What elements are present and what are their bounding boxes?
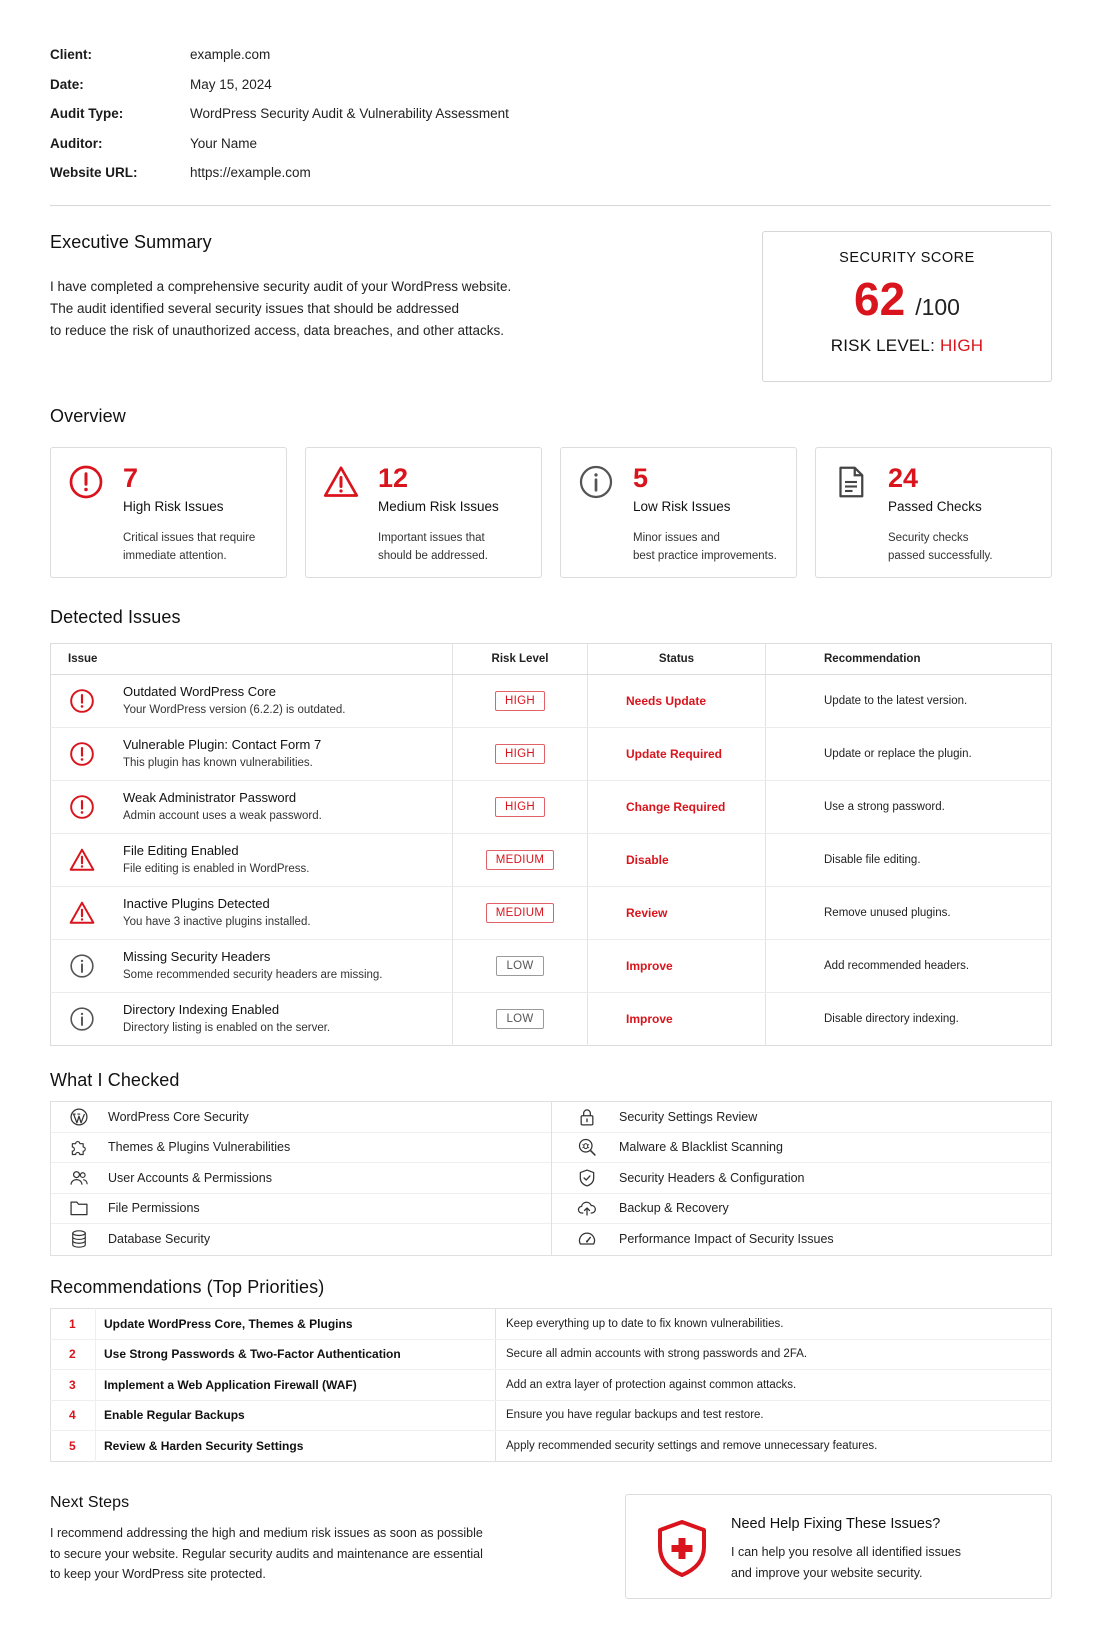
issue-cell	[51, 887, 453, 940]
risk-level-cell	[453, 728, 588, 781]
table-row	[51, 728, 1052, 781]
status-cell	[588, 781, 766, 834]
recommendation-title: Update WordPress Core, Themes & Plugins	[96, 1309, 496, 1340]
meta-label: Audit Type:	[50, 106, 124, 122]
card-count: 12	[378, 463, 409, 493]
status-cell	[588, 675, 766, 728]
checked-item-label: Backup & Recovery	[619, 1201, 729, 1216]
status-text: Improve	[626, 959, 673, 973]
issue-name: Outdated WordPress Core	[123, 684, 276, 699]
issue-description: This plugin has known vulnerabilities.	[123, 757, 313, 769]
checked-item-label: User Accounts & Permissions	[108, 1170, 272, 1185]
recommendations-heading: Recommendations (Top Priorities)	[50, 1277, 325, 1297]
issue-cell	[51, 834, 453, 887]
issue-description: You have 3 inactive plugins installed.	[123, 916, 311, 928]
recommendation-title: Use Strong Passwords & Two-Factor Authentication	[96, 1339, 496, 1370]
meta-value: May 15, 2024	[190, 76, 272, 92]
status-text: Disable	[626, 853, 669, 867]
warning-triangle-icon	[69, 847, 95, 873]
risk-badge: MEDIUM	[486, 903, 554, 923]
issue-cell	[51, 781, 453, 834]
card-title: Passed Checks	[888, 499, 982, 514]
executive-summary-heading: Executive Summary	[50, 232, 212, 252]
risk-level	[763, 336, 1051, 356]
checked-item	[552, 1102, 1051, 1133]
recommendation-title: Implement a Web Application Firewall (WAF)	[96, 1370, 496, 1401]
issue-name: Directory Indexing Enabled	[123, 1002, 280, 1017]
recommendation-number: 2	[51, 1339, 96, 1370]
table-row	[51, 887, 1052, 940]
recommendation-cell: Disable directory indexing.	[824, 1013, 959, 1025]
meta-row	[50, 129, 509, 159]
card-description: Critical issues that require immediate attention.	[123, 532, 256, 562]
search-bug-icon	[577, 1137, 597, 1157]
status-text: Change Required	[626, 800, 726, 814]
overview-card	[305, 447, 542, 578]
status-text: Needs Update	[626, 694, 707, 708]
alert-circle-icon	[69, 688, 95, 714]
checked-item-label: WordPress Core Security	[108, 1109, 249, 1124]
issue-name: Missing Security Headers	[123, 949, 271, 964]
risk-badge: HIGH	[495, 797, 545, 817]
card-title: High Risk Issues	[123, 499, 224, 514]
recommendation-number: 3	[51, 1370, 96, 1401]
folder-icon	[69, 1198, 89, 1218]
meta-row	[50, 99, 509, 129]
risk-badge: LOW	[496, 956, 543, 976]
next-steps-heading: Next Steps	[50, 1494, 130, 1511]
meta-label: Auditor:	[50, 135, 103, 151]
next-steps-text: I recommend addressing the high and medium risk issues as soon as possible to secure your website. Regular security audits and maintenance are essential to keep your WordPress site protected.	[50, 1526, 483, 1581]
overview-cards	[50, 447, 1052, 578]
issue-cell	[51, 940, 453, 993]
issue-description: Some recommended security headers are missing.	[123, 969, 383, 981]
info-circle-icon	[578, 464, 614, 500]
status-text: Update Required	[626, 747, 723, 761]
recommendation-cell: Update or replace the plugin.	[766, 728, 1052, 781]
issue-cell	[51, 675, 453, 728]
recommendation-row	[51, 1339, 1052, 1370]
info-circle-icon	[69, 953, 95, 979]
card-description: Minor issues and best practice improvements.	[633, 532, 777, 562]
recommendation-description: Apply recommended security settings and remove unnecessary features.	[506, 1439, 878, 1452]
puzzle-icon	[69, 1137, 89, 1157]
alert-circle-icon	[69, 794, 95, 820]
column-header-issue: Issue	[51, 644, 453, 675]
issue-name: Vulnerable Plugin: Contact Form 7	[123, 737, 322, 752]
executive-summary-text: I have completed a comprehensive security audit of your WordPress website. The audit identified several security issues that should be addressed to reduce the risk of unauthorized access, data breaches, and other attacks.	[50, 279, 512, 338]
meta-row	[50, 70, 509, 100]
recommendation-title: Enable Regular Backups	[96, 1400, 496, 1431]
gauge-icon	[577, 1229, 597, 1249]
users-icon	[69, 1168, 89, 1188]
risk-level-cell	[453, 675, 588, 728]
recommendation-number: 4	[51, 1400, 96, 1431]
security-score-card	[762, 231, 1052, 382]
alert-circle-icon	[69, 741, 95, 767]
risk-badge: LOW	[496, 1009, 543, 1029]
recommendation-row	[51, 1400, 1052, 1431]
overview-card	[50, 447, 287, 578]
risk-level-cell	[453, 834, 588, 887]
issue-description: Admin account uses a weak password.	[123, 810, 322, 822]
risk-badge: MEDIUM	[486, 850, 554, 870]
recommendations-table	[50, 1308, 1052, 1462]
checked-item-label: Themes & Plugins Vulnerabilities	[108, 1140, 291, 1155]
wordpress-icon	[69, 1107, 89, 1127]
table-row	[51, 834, 1052, 887]
lock-icon	[577, 1107, 597, 1127]
status-cell	[588, 887, 766, 940]
recommendation-title: Review & Harden Security Settings	[96, 1431, 496, 1462]
meta-label: Client:	[50, 47, 92, 63]
checked-item	[51, 1133, 551, 1164]
card-title: Low Risk Issues	[633, 499, 731, 514]
warning-triangle-icon	[323, 464, 359, 500]
card-description: Important issues that should be addressed.	[378, 532, 488, 562]
status-cell	[588, 834, 766, 887]
database-icon	[69, 1229, 89, 1249]
help-description: I can help you resolve all identified issues and improve your website security.	[731, 1545, 961, 1580]
card-count: 24	[888, 463, 919, 493]
column-header-risk-level: Risk Level	[453, 644, 588, 675]
meta-value: example.com	[190, 47, 271, 63]
card-count: 5	[633, 463, 649, 493]
checked-item	[51, 1224, 551, 1255]
checked-item	[552, 1224, 1051, 1255]
recommendation-cell: Update to the latest version.	[766, 675, 1052, 728]
overview-card	[560, 447, 797, 578]
checked-list-left	[51, 1102, 551, 1255]
recommendation-number: 1	[51, 1309, 96, 1340]
checked-item-label: Security Headers & Configuration	[619, 1170, 805, 1185]
document-icon	[833, 464, 869, 500]
issue-cell	[51, 728, 453, 781]
issue-description: Your WordPress version (6.2.2) is outdated.	[123, 704, 346, 716]
security-score-label: SECURITY SCORE	[839, 250, 975, 266]
checked-item	[51, 1194, 551, 1225]
checked-item-label: Malware & Blacklist Scanning	[619, 1140, 783, 1155]
issues-table	[50, 643, 1052, 1046]
alert-circle-icon	[68, 464, 104, 500]
card-count: 7	[123, 463, 139, 493]
recommendation-cell: Remove unused plugins.	[766, 887, 1052, 940]
table-row	[51, 675, 1052, 728]
status-cell	[588, 993, 766, 1046]
checked-item	[552, 1163, 1051, 1194]
security-score-value	[763, 273, 1051, 325]
risk-level-cell	[453, 887, 588, 940]
meta-value: https://example.com	[190, 165, 311, 181]
checked-item-label: Database Security	[108, 1232, 211, 1247]
divider	[50, 205, 1051, 206]
recommendation-row	[51, 1431, 1052, 1462]
recommendation-cell: Disable file editing.	[766, 834, 1052, 887]
help-title: Need Help Fixing These Issues?	[731, 1516, 941, 1532]
what-i-checked-heading: What I Checked	[50, 1070, 180, 1090]
shield-check-icon	[577, 1168, 597, 1188]
status-text: Improve	[626, 1012, 673, 1026]
recommendation-cell: Use a strong password.	[766, 781, 1052, 834]
overview-heading: Overview	[50, 406, 126, 426]
checked-item-label: Security Settings Review	[619, 1109, 758, 1124]
risk-level-cell	[453, 993, 588, 1046]
risk-level-value: HIGH	[939, 336, 984, 355]
risk-level-label: RISK LEVEL:	[830, 336, 935, 355]
checked-item	[552, 1194, 1051, 1225]
recommendation-row	[51, 1370, 1052, 1401]
issue-description: File editing is enabled in WordPress.	[123, 863, 310, 875]
detected-issues-heading: Detected Issues	[50, 607, 181, 627]
checked-list-right	[551, 1102, 1051, 1255]
issue-name: File Editing Enabled	[123, 843, 239, 858]
checked-item-label: File Permissions	[108, 1201, 200, 1216]
recommendation-description: Keep everything up to date to fix known vulnerabilities.	[496, 1309, 1052, 1340]
recommendation-row	[51, 1309, 1052, 1340]
overview-card	[815, 447, 1052, 578]
issue-description: Directory listing is enabled on the server.	[123, 1022, 331, 1034]
recommendation-description: Secure all admin accounts with strong passwords and 2FA.	[496, 1339, 1052, 1370]
meta-label: Website URL:	[50, 165, 138, 181]
card-title: Medium Risk Issues	[378, 499, 499, 514]
checked-list	[50, 1101, 1052, 1256]
checked-item	[51, 1102, 551, 1133]
checked-item	[51, 1163, 551, 1194]
meta-row	[50, 40, 509, 70]
risk-level-cell	[453, 940, 588, 993]
table-row	[51, 940, 1052, 993]
recommendation-description: Ensure you have regular backups and test restore.	[496, 1400, 1052, 1431]
recommendation-cell: Add recommended headers.	[766, 940, 1052, 993]
issue-cell	[51, 993, 453, 1046]
security-score-max: /100	[915, 294, 960, 320]
security-score-number: 62	[854, 273, 906, 325]
table-row	[51, 993, 1052, 1046]
table-row	[51, 781, 1052, 834]
recommendation-description: Add an extra layer of protection against common attacks.	[496, 1370, 1052, 1401]
card-description: Security checks passed successfully.	[888, 532, 993, 562]
risk-level-cell	[453, 781, 588, 834]
meta-value: WordPress Security Audit & Vulnerability Assessment	[190, 106, 509, 122]
column-header-status: Status	[588, 644, 766, 675]
help-card	[625, 1494, 1052, 1599]
meta-value: Your Name	[190, 135, 258, 151]
info-circle-icon	[69, 1006, 95, 1032]
issues-table-header	[51, 644, 1052, 675]
risk-badge: HIGH	[495, 744, 545, 764]
issue-name: Weak Administrator Password	[123, 790, 297, 805]
checked-item-label: Performance Impact of Security Issues	[619, 1232, 834, 1247]
audit-metadata	[50, 40, 509, 188]
warning-triangle-icon	[69, 900, 95, 926]
issue-name: Inactive Plugins Detected	[123, 896, 270, 911]
meta-label: Date:	[50, 76, 84, 92]
meta-row	[50, 158, 509, 188]
checked-item	[552, 1133, 1051, 1164]
cloud-upload-icon	[577, 1198, 597, 1218]
column-header-recommendation: Recommendation	[766, 644, 1052, 675]
status-cell	[588, 940, 766, 993]
risk-badge: HIGH	[495, 691, 545, 711]
status-cell	[588, 728, 766, 781]
status-text: Review	[626, 906, 668, 920]
recommendation-number: 5	[51, 1431, 96, 1462]
shield-medical-icon	[656, 1519, 708, 1577]
